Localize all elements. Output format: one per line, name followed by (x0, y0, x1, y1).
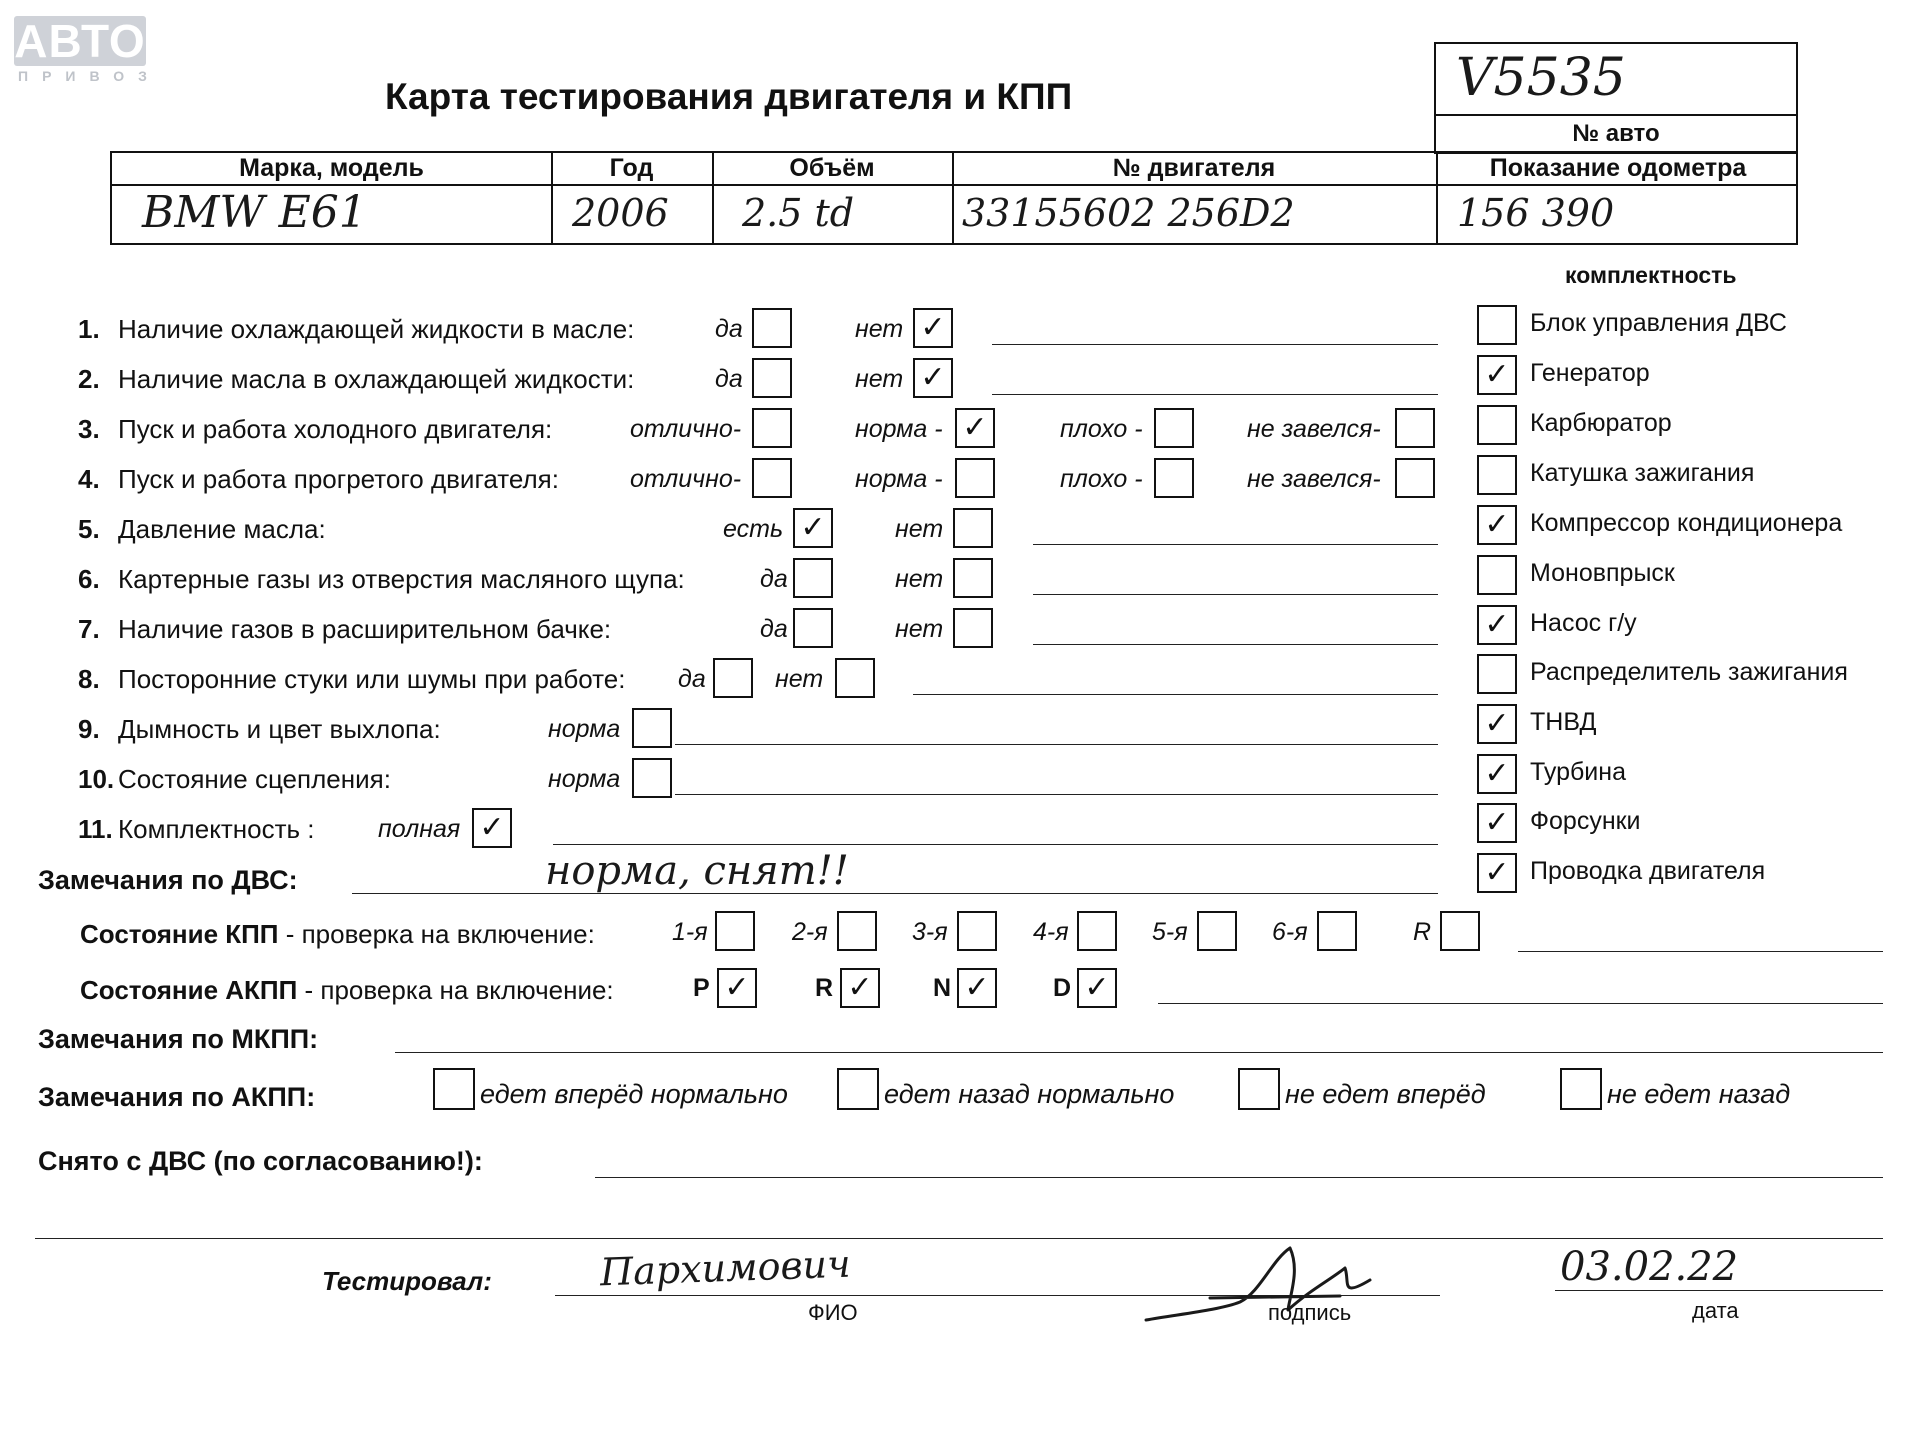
question-text: Пуск и работа холодного двигателя: (118, 414, 553, 444)
question-option-checkbox[interactable] (752, 358, 792, 398)
question-option-checkbox[interactable] (953, 508, 993, 548)
question-option-checkbox[interactable] (752, 408, 792, 448)
engine-remarks-value: норма, снят!! (545, 848, 849, 894)
question-option-checkbox[interactable] (1154, 408, 1194, 448)
auto-gear-checkbox[interactable]: ✓ (717, 968, 757, 1008)
question-option-checkbox[interactable] (835, 658, 875, 698)
manual-gear-label: 6-я (1272, 918, 1308, 946)
question-number: 9. (78, 714, 100, 744)
question-option-label: нет (855, 315, 904, 343)
manual-remarks-label: Замечания по МКПП: (38, 1024, 319, 1054)
question-option-label: да (760, 565, 788, 593)
question-option-label: плохо - (1060, 465, 1143, 493)
question-text: Наличие газов в расширительном бачке: (118, 614, 612, 644)
question-option-label: отлично- (630, 465, 742, 493)
date-label: дата (1692, 1298, 1739, 1323)
auto-remark-checkbox[interactable] (837, 1068, 879, 1110)
question-option-label: плохо - (1060, 415, 1143, 443)
volume-header: Объём (789, 154, 875, 182)
question-number: 1. (78, 314, 100, 344)
question-number: 10. (78, 764, 115, 794)
question-option-label: норма - (855, 465, 943, 493)
auto-remark-label: не едет вперёд (1285, 1079, 1486, 1109)
question-option-label: не завелся- (1247, 415, 1381, 443)
question-option-checkbox[interactable]: ✓ (955, 408, 995, 448)
vehicle-number-label: № авто (1572, 120, 1660, 147)
page-title: Карта тестирования двигателя и КПП (385, 76, 1073, 117)
auto-gear-label: N (933, 974, 952, 1002)
question-option-checkbox[interactable]: ✓ (913, 358, 953, 398)
manual-gear-label: 5-я (1152, 918, 1188, 946)
question-option-label: нет (895, 515, 944, 543)
auto-gearbox-label (80, 975, 614, 1006)
make-model-value: BMW E61 (142, 187, 367, 238)
question-option-label: нет (855, 365, 904, 393)
question-option-label: нет (775, 665, 824, 693)
completeness-checkbox[interactable] (1477, 305, 1517, 345)
completeness-checkbox[interactable] (1477, 405, 1517, 445)
auto-remark-label: едет вперёд нормально (480, 1079, 788, 1109)
question-answer-line (992, 394, 1438, 395)
auto-remark-label: едет назад нормально (884, 1079, 1175, 1109)
question-option-checkbox[interactable]: ✓ (793, 508, 833, 548)
completeness-item-label: Моновпрыск (1530, 559, 1675, 587)
question-answer-line (992, 344, 1438, 345)
vehicle-number-value: V5535 (1456, 48, 1626, 108)
question-option-checkbox[interactable]: ✓ (472, 808, 512, 848)
question-text: Наличие масла в охлаждающей жидкости: (118, 364, 635, 394)
question-number: 11. (78, 814, 113, 844)
completeness-checkbox[interactable] (1477, 654, 1517, 694)
question-option-label: норма (548, 715, 621, 743)
question-number: 2. (78, 364, 100, 394)
completeness-checkbox[interactable]: ✓ (1477, 704, 1517, 744)
question-option-checkbox[interactable]: ✓ (913, 308, 953, 348)
signature-label: подпись (1268, 1300, 1352, 1325)
question-option-checkbox[interactable] (632, 758, 672, 798)
volume-value: 2.5 td (742, 191, 855, 235)
completeness-checkbox[interactable]: ✓ (1477, 605, 1517, 645)
engine-number-value: 33155602 256D2 (962, 191, 1295, 235)
completeness-checkbox[interactable] (1477, 555, 1517, 595)
logo: АВТО (14, 15, 146, 67)
question-option-checkbox[interactable] (1395, 458, 1435, 498)
question-answer-line (553, 844, 1438, 845)
auto-remark-checkbox[interactable] (433, 1068, 475, 1110)
completeness-item-label: ТНВД (1530, 708, 1597, 736)
question-option-checkbox[interactable] (752, 308, 792, 348)
question-text: Картерные газы из отверстия масляного щупа: (118, 564, 685, 594)
completeness-item-label: Турбина (1530, 758, 1626, 786)
question-text: Комплектность : (118, 814, 315, 844)
manual-gear-checkbox[interactable] (1317, 911, 1357, 951)
question-text: Дымность и цвет выхлопа: (118, 714, 441, 744)
auto-gearbox-title: Состояние АКПП (80, 975, 298, 1005)
manual-gear-checkbox[interactable] (837, 911, 877, 951)
auto-remark-checkbox[interactable] (1560, 1068, 1602, 1110)
question-number: 7. (78, 614, 100, 644)
auto-remark-label: не едет назад (1607, 1079, 1791, 1109)
auto-gearbox-desc: - проверка на включение: (297, 975, 614, 1005)
question-number: 6. (78, 564, 100, 594)
question-number: 3. (78, 414, 100, 444)
question-number: 4. (78, 464, 100, 494)
manual-gear-label: 4-я (1033, 918, 1069, 946)
question-answer-line (1033, 594, 1438, 595)
question-text: Состояние сцепления: (118, 764, 391, 794)
question-text: Посторонние стуки или шумы при работе: (118, 664, 626, 694)
question-answer-line (1033, 644, 1438, 645)
completeness-item-label: Распределитель зажигания (1530, 658, 1848, 686)
question-option-checkbox[interactable] (1395, 408, 1435, 448)
auto-gear-checkbox[interactable]: ✓ (957, 968, 997, 1008)
question-number: 5. (78, 514, 100, 544)
odometer-value: 156 390 (1457, 191, 1615, 235)
question-text: Давление масла: (118, 514, 326, 544)
question-option-label: полная (378, 815, 461, 843)
completeness-item-label: Катушка зажигания (1530, 459, 1755, 487)
engine-remarks-label: Замечания по ДВС: (38, 865, 298, 895)
manual-gear-label: 1-я (672, 918, 708, 946)
question-option-label: норма - (855, 415, 943, 443)
completeness-checkbox[interactable]: ✓ (1477, 853, 1517, 893)
question-option-checkbox[interactable] (793, 558, 833, 598)
question-option-checkbox[interactable] (793, 608, 833, 648)
completeness-title: комплектность (1565, 262, 1737, 288)
auto-gear-checkbox[interactable]: ✓ (840, 968, 880, 1008)
manual-gear-checkbox[interactable] (1197, 911, 1237, 951)
date-value: 03.02.22 (1560, 1244, 1739, 1290)
question-option-checkbox[interactable] (953, 608, 993, 648)
manual-gear-label: 2-я (792, 918, 828, 946)
manual-gear-checkbox[interactable] (957, 911, 997, 951)
question-option-checkbox[interactable] (953, 558, 993, 598)
question-option-label: да (715, 315, 743, 343)
question-text: Наличие охлаждающей жидкости в масле: (118, 314, 635, 344)
question-option-checkbox[interactable] (632, 708, 672, 748)
auto-remark-checkbox[interactable] (1238, 1068, 1280, 1110)
auto-gear-label: D (1053, 974, 1072, 1002)
tester-name-value: Пархимович (599, 1241, 852, 1295)
question-option-label: да (715, 365, 743, 393)
question-option-checkbox[interactable] (955, 458, 995, 498)
question-option-label: не завелся- (1247, 465, 1381, 493)
removed-label: Снято с ДВС (по согласованию!): (38, 1146, 483, 1176)
auto-gear-label: R (815, 974, 834, 1002)
completeness-item-label: Форсунки (1530, 807, 1641, 835)
completeness-checkbox[interactable]: ✓ (1477, 803, 1517, 843)
question-option-label: есть (723, 515, 784, 543)
auto-gear-label: P (693, 974, 710, 1002)
question-answer-line (1033, 544, 1438, 545)
question-option-label: отлично- (630, 415, 742, 443)
odometer-header: Показание одометра (1489, 154, 1747, 182)
completeness-checkbox[interactable]: ✓ (1477, 754, 1517, 794)
manual-gear-checkbox[interactable] (1077, 911, 1117, 951)
manual-gearbox-desc: - проверка на включение: (278, 919, 595, 949)
question-option-checkbox[interactable] (713, 658, 753, 698)
manual-gearbox-title: Состояние КПП (80, 919, 279, 949)
question-option-checkbox[interactable] (752, 458, 792, 498)
auto-remarks-label: Замечания по АКПП: (38, 1082, 316, 1112)
question-answer-line (913, 694, 1438, 695)
completeness-item-label: Генератор (1530, 359, 1650, 387)
completeness-item-label: Компрессор кондиционера (1530, 509, 1843, 537)
question-option-label: нет (895, 615, 944, 643)
tested-label: Тестировал: (322, 1266, 492, 1296)
question-answer-line (675, 794, 1438, 795)
question-option-label: да (760, 615, 788, 643)
completeness-item-label: Карбюратор (1530, 409, 1672, 437)
question-option-label: да (678, 665, 706, 693)
question-option-label: нет (895, 565, 944, 593)
question-text: Пуск и работа прогретого двигателя: (118, 464, 559, 494)
name-label: ФИО (808, 1300, 858, 1325)
completeness-item-label: Насос г/у (1530, 609, 1637, 637)
year-header: Год (609, 154, 654, 182)
logo-subtitle: ПРИВОЗ (18, 68, 161, 84)
question-answer-line (675, 744, 1438, 745)
question-option-label: норма (548, 765, 621, 793)
manual-gearbox-label (80, 919, 595, 950)
manual-gear-checkbox[interactable] (715, 911, 755, 951)
completeness-item-label: Блок управления ДВС (1530, 309, 1787, 337)
completeness-checkbox[interactable]: ✓ (1477, 355, 1517, 395)
vehicle-info-table (110, 151, 1798, 245)
make-model-header: Марка, модель (239, 154, 424, 182)
completeness-checkbox[interactable]: ✓ (1477, 505, 1517, 545)
completeness-item-label: Проводка двигателя (1530, 857, 1766, 885)
question-number: 8. (78, 664, 100, 694)
manual-gear-label: 3-я (912, 918, 948, 946)
auto-gear-checkbox[interactable]: ✓ (1077, 968, 1117, 1008)
engine-number-header: № двигателя (1112, 154, 1276, 182)
manual-gear-label: R (1413, 918, 1432, 946)
vehicle-number-box (1434, 42, 1798, 154)
year-value: 2006 (572, 191, 669, 235)
completeness-checkbox[interactable] (1477, 455, 1517, 495)
question-option-checkbox[interactable] (1154, 458, 1194, 498)
manual-gear-checkbox[interactable] (1440, 911, 1480, 951)
